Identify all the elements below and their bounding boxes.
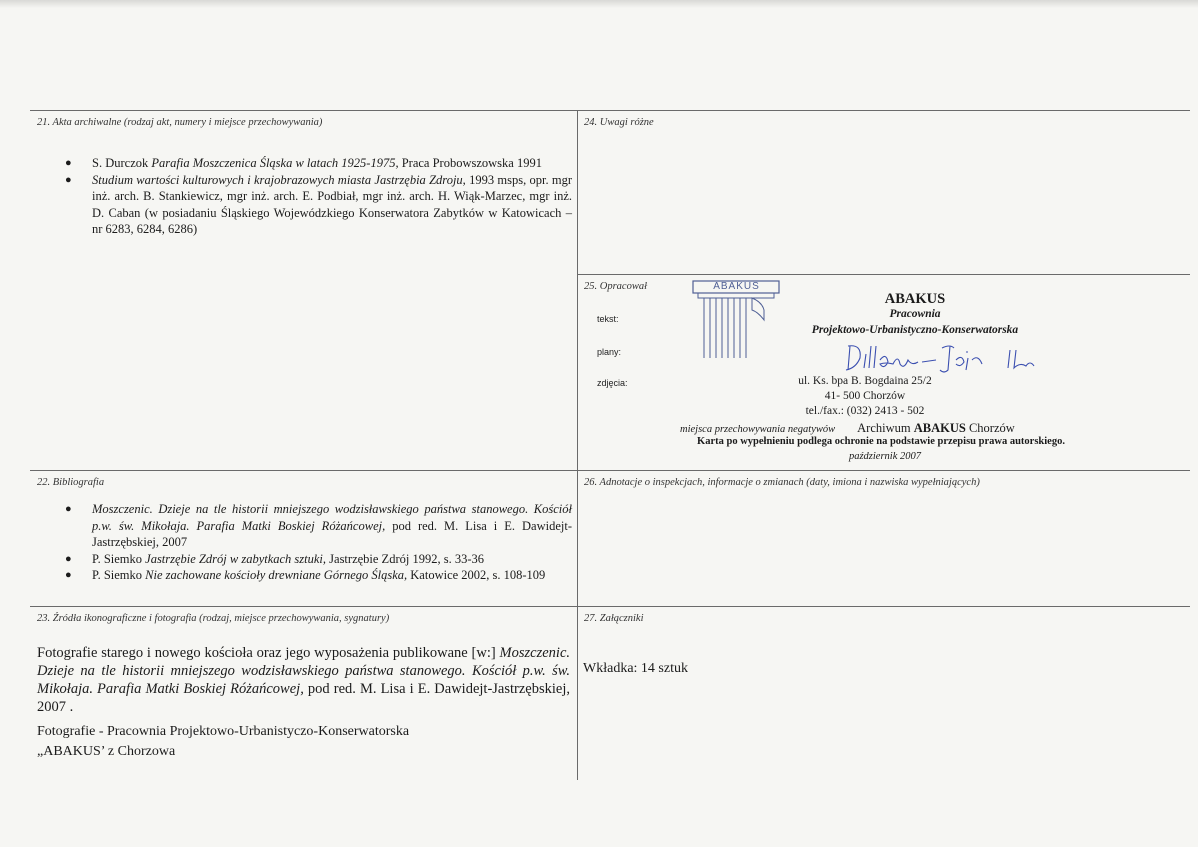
copyright-note: Karta po wypełnieniu podlega ochronie na podstawie przepisu prawa autorskiego. — [697, 436, 1065, 447]
center-divider — [577, 110, 578, 780]
firm-name: ABAKUS — [884, 291, 946, 307]
negatives-archive: Archiwum ABAKUS Chorzów — [857, 421, 1015, 435]
zdjecia-label: zdjęcia: — [597, 378, 628, 388]
iconography-line-3: „ABAKUS’ z Chorzowa — [37, 744, 176, 759]
divider-23 — [30, 606, 1190, 607]
section-21-label: 21. Akta archiwalne (rodzaj akt, numery i miejsce przechowywania) — [37, 117, 323, 128]
list-item: ● S. Durczok Parafia Moszczenica Śląska w latach 1925-1975, Praca Probowszowska 1991 — [65, 155, 572, 172]
address-line-1: ul. Ks. bpa B. Bogdaina 25/2 — [798, 375, 932, 387]
bibliography-list — [65, 501, 572, 584]
divider-22 — [30, 470, 1190, 471]
iconography-line-2: Fotografie - Pracownia Projektowo-Urbanistyczo-Konserwatorska — [37, 724, 410, 739]
divider-right-25 — [577, 274, 1190, 275]
list-item: ● P. Siemko Nie zachowane kościoły drewniane Górnego Śląska, Katowice 2002, s. 108-109 — [65, 567, 572, 584]
negatives-row — [680, 419, 1015, 437]
iconography-text: Fotografie starego i nowego kościoła oraz jego wyposażenia publikowane [w:] Moszczenic. Dzieje na tle historii mniejszego wodzisławskiego państwa stanowego. Kościół p.w. św. Mikołaja. Parafia Matki Boskiej Różańcowej, pod red. M. Lisa i E. Dawidejt-Jastrzębskiej, 2007 . — [37, 645, 570, 715]
archive-list — [65, 155, 572, 238]
logo-text: ABAKUS — [713, 281, 760, 292]
list-item: ● P. Siemko Jastrzębie Zdrój w zabytkach sztuki, Jastrzębie Zdrój 1992, s. 33-36 — [65, 551, 572, 568]
plany-label: plany: — [597, 347, 622, 357]
section-27-label: 27. Załączniki — [584, 613, 644, 624]
date: październik 2007 — [848, 451, 922, 462]
section-25-label: 25. Opracował — [584, 281, 647, 292]
section-23-label: 23. Źródła ikonograficzne i fotografia (rodzaj, miejsce przechowywania, sygnatury) — [37, 613, 390, 624]
top-border — [30, 110, 1190, 111]
scan-top-edge — [0, 0, 1198, 8]
list-item: ● Moszczenic. Dzieje na tle historii mniejszego wodzisławskiego państwa stanowego. Kościół p.w. św. Mikołaja. Parafia Matki Boskiej Różańcowej, pod red. M. Lisa i E. Dawidejt-Jastrzębskiej, 2007 — [65, 501, 572, 551]
negatives-label: miejsca przechowywania negatywów — [680, 424, 836, 435]
signature — [838, 340, 1048, 378]
list-item: ● Studium wartości kulturowych i krajobrazowych miasta Jastrzębia Zdroju, 1993 msps, opr. mgr inż. arch. B. Stankiewicz, mgr inż. arch. E. Podbiał, mgr inż. arch. H. Wiąk-Marzec, mgr inż. D. Caban (w posiadaniu Śląskiego Wojewódzkiego Konserwatora Zabytków w Katowicach – nr 6283, 6284, 6286) — [65, 172, 572, 238]
address-line-2: 41- 500 Chorzów — [824, 390, 906, 402]
firm-line-2: Projektowo-Urbanistyczno-Konserwatorska — [811, 324, 1019, 336]
abakus-logo — [692, 280, 782, 360]
section-24-label: 24. Uwagi różne — [584, 117, 654, 128]
section-22-label: 22. Bibliografia — [37, 477, 105, 488]
address-line-3: tel./fax.: (032) 2413 - 502 — [805, 405, 925, 417]
section-26-label: 26. Adnotacje o inspekcjach, informacje o zmianach (daty, imiona i nazwiska wypełniających) — [584, 477, 980, 488]
attachments-text: Wkładka: 14 sztuk — [583, 661, 688, 676]
firm-line-1: Pracownia — [889, 308, 941, 320]
tekst-label: tekst: — [597, 314, 619, 324]
